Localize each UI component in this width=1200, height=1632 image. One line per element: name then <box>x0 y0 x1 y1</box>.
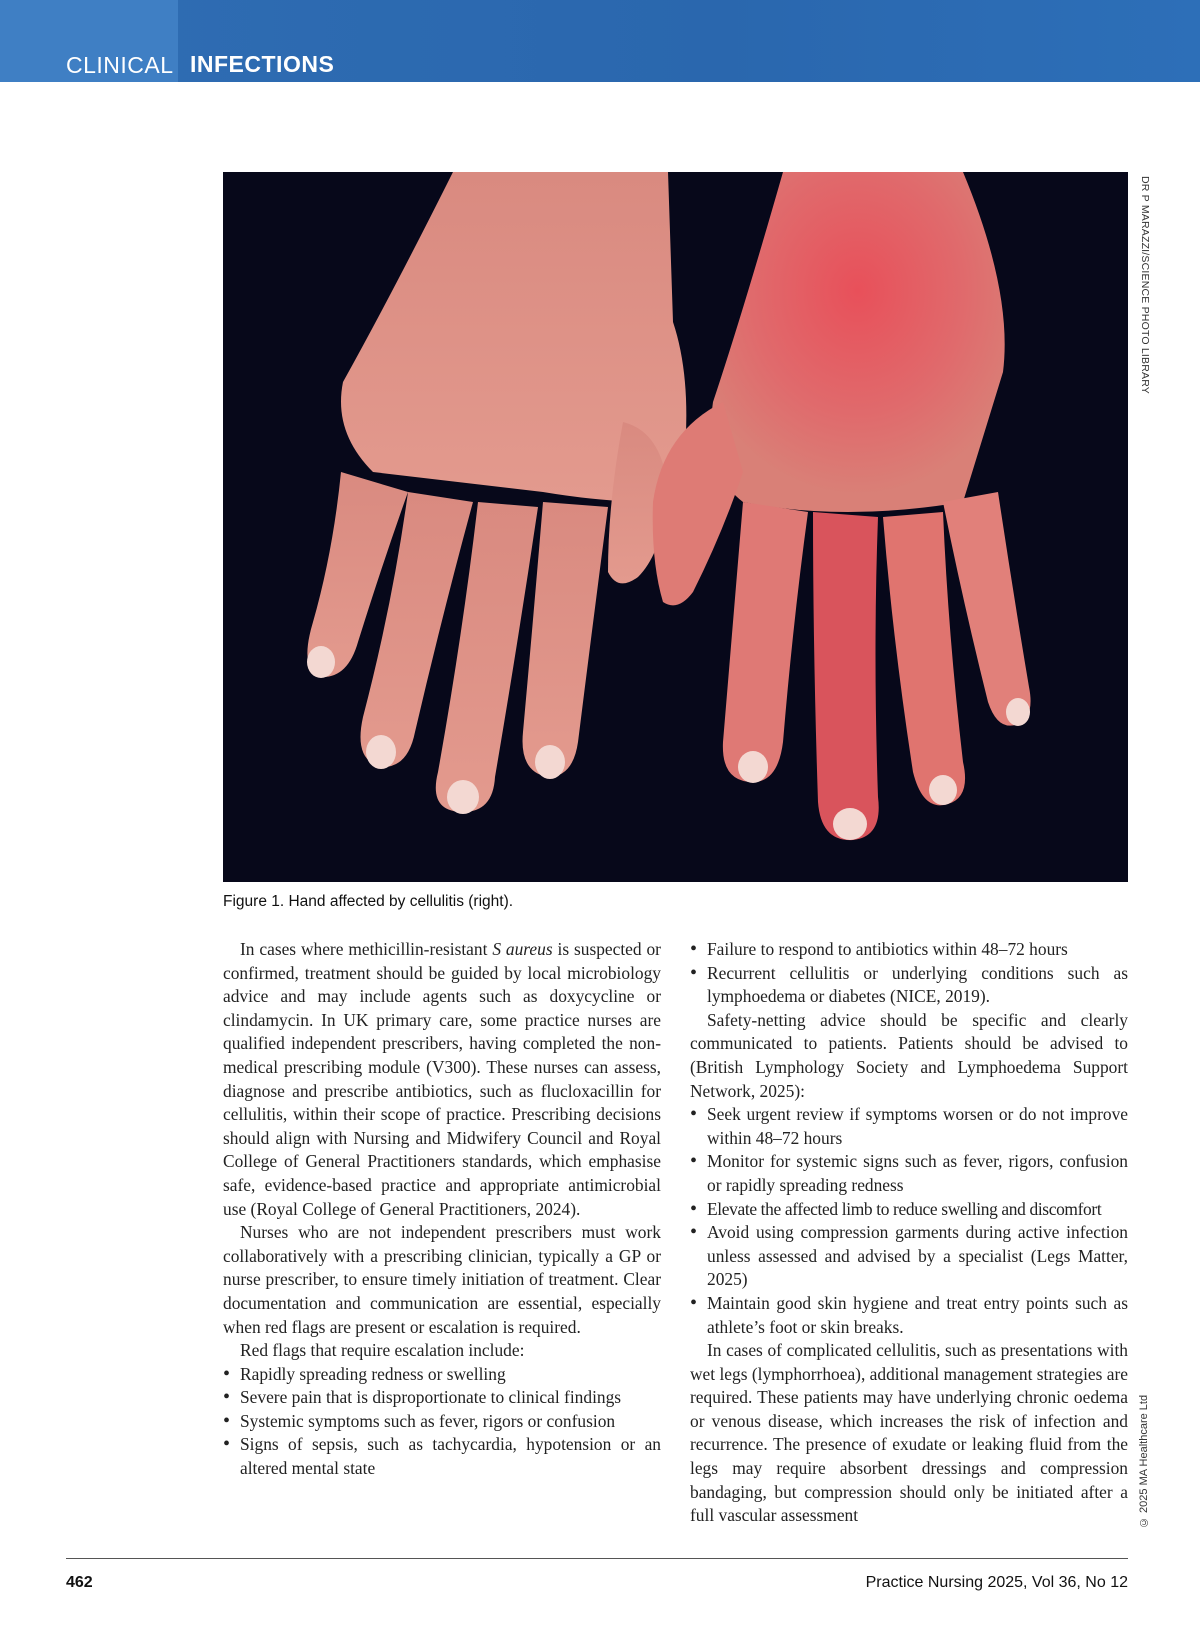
paragraph <box>223 938 661 1221</box>
red-flags-list-continued <box>690 938 1128 1009</box>
hands-photo-icon <box>223 172 1128 882</box>
list-item: • Monitor for systemic signs such as fever, rigors, confusion or rapidly spreading redness <box>690 1150 1128 1197</box>
list-item: • Signs of sepsis, such as tachycardia, hypotension or an altered mental state <box>223 1433 661 1480</box>
paragraph: Nurses who are not independent prescribers must work collaboratively with a prescribing clinician, typically a GP or nurse prescriber, to ensure timely initiation of treatment. Clear documentation and communication are essential, especially when red flags are present or escalation is required. <box>223 1222 661 1337</box>
list-item: • Elevate the affected limb to reduce swelling and discomfort <box>690 1198 1128 1222</box>
figure-caption: Figure 1. Hand affected by cellulitis (right). <box>223 893 514 910</box>
list-item: • Maintain good skin hygiene and treat entry points such as athlete’s foot or skin breaks. <box>690 1292 1128 1339</box>
list-item: • Recurrent cellulitis or underlying conditions such as lymphoedema or diabetes (NICE, 2019). <box>690 962 1128 1009</box>
journal-citation: Practice Nursing 2025, Vol 36, No 12 <box>865 1574 1128 1591</box>
list-item: • Failure to respond to antibiotics within 48–72 hours <box>690 938 1128 962</box>
text-run: is suspected or confirmed, treatment should be guided by local microbiology advice and may include agents such as doxycycline or clindamycin. In UK primary care, some practice nurses are qualified independent prescribers, having completed the non-medical prescribing module (V300). These nurses can assess, diagnose and prescribe antibiotics, such as flucloxacillin for cellulitis, within their scope of practice. Prescribing decisions should align with Nursing and Midwifery Council and Royal College of General Practitioners standards, which emphasise safe, evidence-based practice and appropriate antimicrobial use (Royal College of General Practitioners, 2024). <box>223 939 661 1219</box>
topic-label: INFECTIONS <box>190 51 335 77</box>
right-column <box>690 938 1128 1528</box>
list-item: • Avoid using compression garments during active infection unless assessed and advised by a specialist (Legs Matter, 2025) <box>690 1221 1128 1292</box>
footer-divider <box>66 1558 1128 1559</box>
left-column <box>223 938 661 1481</box>
list-item: • Systemic symptoms such as fever, rigors or confusion <box>223 1410 661 1434</box>
italic-term: S aureus <box>492 939 553 959</box>
list-item: • Severe pain that is disproportionate to clinical findings <box>223 1386 661 1410</box>
page-number: 462 <box>66 1574 93 1591</box>
safety-netting-list <box>690 1103 1128 1339</box>
text-run: In cases where methicillin-resistant <box>240 939 493 959</box>
figure-photo <box>223 172 1128 882</box>
paragraph: Safety-netting advice should be specific and clearly communicated to patients. Patients should be advised to (British Lymphology Society and Lymphoedema Support Network, 2025): <box>690 1009 1128 1101</box>
list-item: • Rapidly spreading redness or swelling <box>223 1363 661 1387</box>
photo-credit: DR P MARAZZI/SCIENCE PHOTO LIBRARY <box>1139 176 1151 395</box>
paragraph: In cases of complicated cellulitis, such as presentations with wet legs (lymphorrhoea), additional management strategies are required. These patients may have underlying chronic oedema or venous disease, which increases the risk of infection and recurrence. The presence of exudate or leaking fluid from the legs may require absorbent dressings and compression bandaging, but compression should only be initiated after a full vascular assessment <box>690 1340 1128 1526</box>
list-item: • Seek urgent review if symptoms worsen or do not improve within 48–72 hours <box>690 1103 1128 1150</box>
section-header <box>0 0 1200 82</box>
paragraph: Red flags that require escalation include: <box>240 1340 525 1361</box>
copyright-notice: © 2025 MA Healthcare Ltd <box>1138 1394 1150 1528</box>
section-label: CLINICAL <box>66 52 174 78</box>
red-flags-list <box>223 1363 661 1481</box>
